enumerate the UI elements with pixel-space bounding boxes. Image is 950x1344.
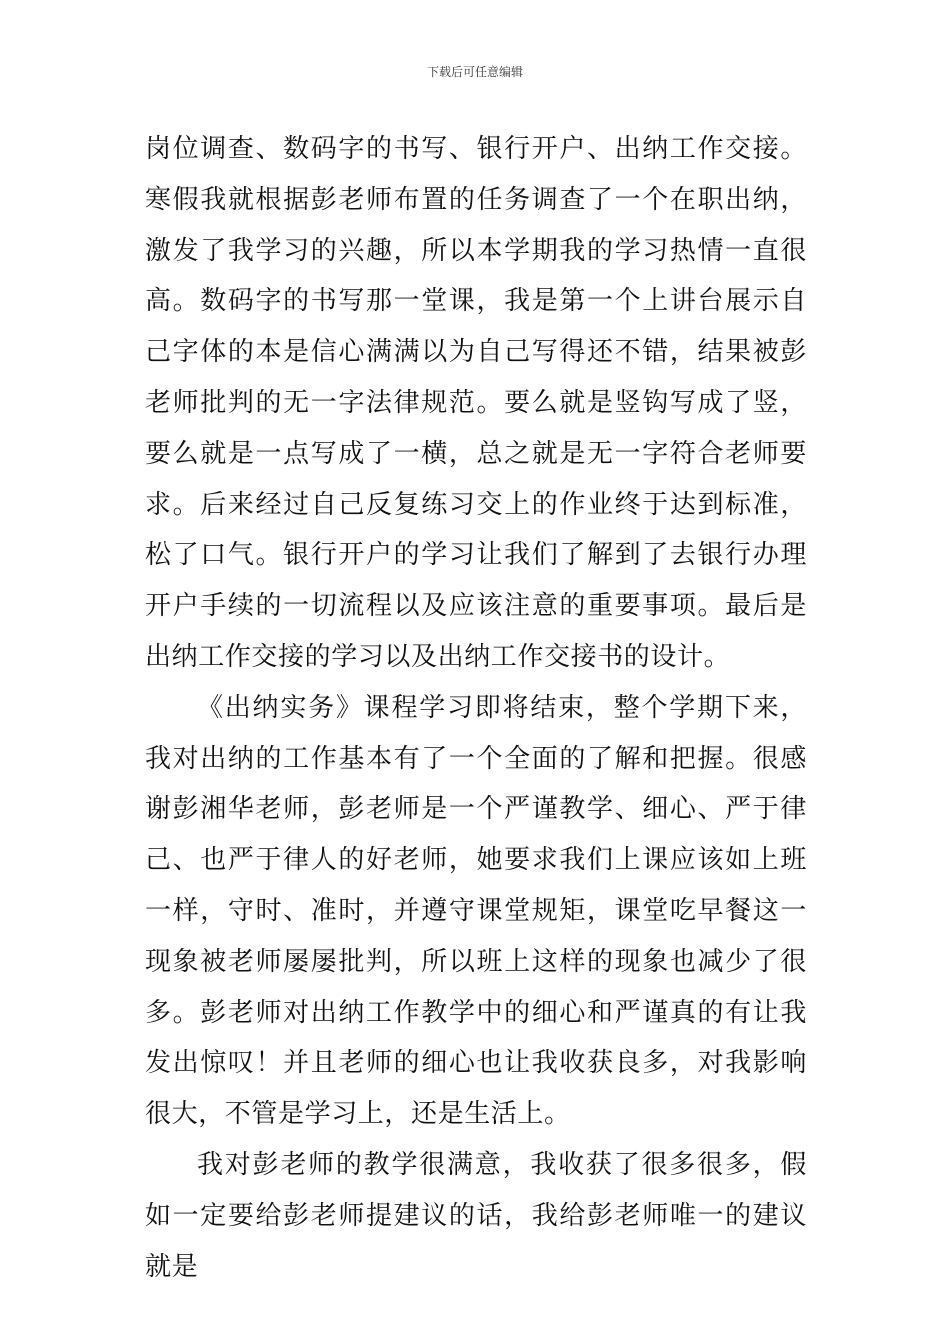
paragraph-3: 我对彭老师的教学很满意，我收获了很多很多，假如一定要给彭老师提建议的话，我给彭老师唯一的建议就是	[145, 1149, 807, 1282]
paragraph-1: 岗位调查、数码字的书写、银行开户、出纳工作交接。寒假我就根据彭老师布置的任务调查了一个在职出纳，激发了我学习的兴趣，所以本学期我的学习热情一直很高。数码字的书写那一堂课，我是第一个上讲台展示自己字体的本是信心满满以为自己写得还不错，结果被彭老师批判的无一字法律规范。要么就是竖钩写成了竖，要么就是一点写成了一横，总之就是无一字符合老师要求。后来经过自己反复练习交上的作业终于达到标准，松了口气。银行开户的学习让我们了解到了去银行办理开户手续的一切流程以及应该注意的重要事项。最后是出纳工作交接的学习以及出纳工作交接书的设计。	[145, 134, 807, 672]
page-header: 下载后可任意编辑	[426, 65, 523, 79]
paragraph-2: 《出纳实务》课程学习即将结束，整个学期下来，我对出纳的工作基本有了一个全面的了解和把握。很感谢彭湘华老师，彭老师是一个严谨教学、细心、严于律己、也严于律人的好老师，她要求我们上课应该如上班一样，守时、准时，并遵守课堂规矩，课堂吃早餐这一现象被老师屡屡批判，所以班上这样的现象也减少了很多。彭老师对出纳工作教学中的细心和严谨真的有让我发出惊叹！并且老师的细心也让我收获良多，对我影响很大，不管是学习上，还是生活上。	[145, 692, 807, 1130]
document-body	[145, 124, 807, 1292]
